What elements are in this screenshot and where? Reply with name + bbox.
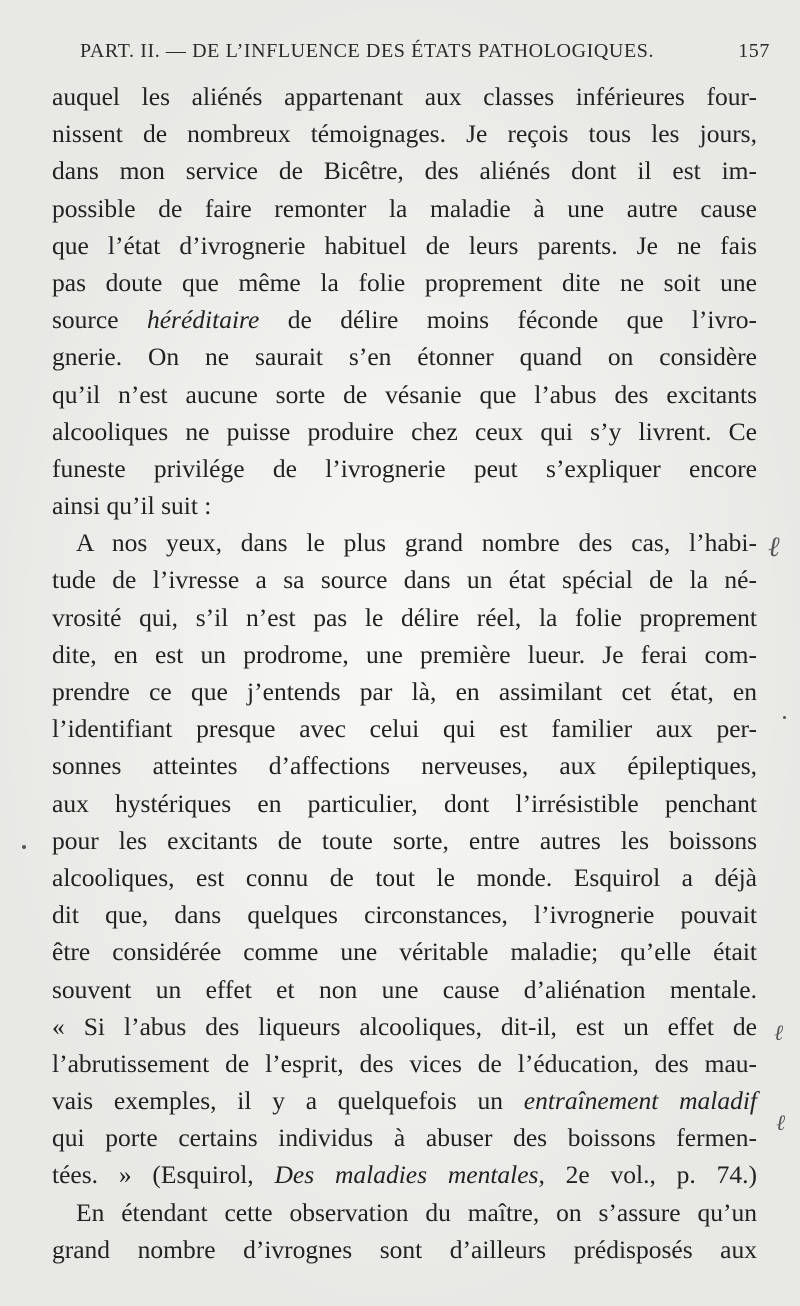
text-segment: nissent de nombreux témoignages. Je reçois tous les jours,: [52, 119, 757, 149]
text-segment: tude de l’ivresse a sa source dans un état spécial de la né-: [52, 565, 757, 595]
text-segment: prendre ce que j’entends par là, en assimilant cet état, en: [52, 677, 757, 706]
text-segment: qui porte certains individus à abuser des boissons fermen-: [52, 1123, 757, 1153]
text-segment: ainsi qu’il suit :: [52, 491, 212, 521]
text-segment: pas doute que même la folie proprement dite ne soit une: [52, 267, 757, 297]
text-segment: pour les excitants de toute sorte, entre autres les boissons: [52, 825, 757, 855]
text-segment: source: [52, 305, 147, 335]
running-title: PART. II. — DE L’INFLUENCE DES ÉTATS PATHOLOGIQUES.: [80, 40, 655, 62]
text-line: [52, 413, 757, 450]
text-segment: être considérée comme une véritable maladie; qu’elle était: [52, 937, 757, 967]
page-speck: [783, 716, 786, 719]
text-line: [52, 524, 757, 561]
margin-pencil-marks: [760, 520, 800, 1220]
page-speck: [22, 845, 26, 849]
text-line: [52, 1156, 757, 1193]
text-segment: 2e vol., p. 74.): [544, 1160, 757, 1190]
margin-mark: ℓ: [776, 1111, 786, 1136]
text-line: [52, 859, 757, 896]
margin-mark: ℓ: [768, 530, 780, 563]
italic-text: Des maladies mentales,: [274, 1160, 545, 1190]
text-segment: tées. » (Esquirol,: [52, 1160, 275, 1190]
text-line: [52, 1194, 757, 1231]
text-line: [52, 1231, 757, 1268]
text-line: [52, 450, 757, 487]
text-segment: A nos yeux, dans le plus grand nombre des cas, l’habi-: [76, 528, 757, 558]
text-segment: possible de faire remonter la maladie à une autre cause: [52, 193, 757, 223]
text-line: [52, 1008, 757, 1045]
text-segment: qu’il n’est aucune sorte de vésanie que l’abus des excitants: [52, 379, 757, 409]
text-line: [52, 487, 757, 524]
text-line: [52, 227, 757, 264]
text-segment: l’identifiant presque avec celui qui est familier aux per-: [52, 714, 757, 744]
text-segment: alcooliques ne puisse produire chez ceux qui s’y livrent. Ce: [52, 416, 757, 446]
text-line: [52, 301, 757, 338]
text-line: [52, 636, 757, 673]
text-segment: de délire moins féconde que l’ivro-: [259, 305, 757, 335]
margin-mark: ℓ: [774, 1021, 784, 1046]
text-line: [52, 747, 757, 784]
italic-text: héréditaire: [146, 305, 260, 335]
text-segment: dite, en est un prodrome, une première lueur. Je ferai com-: [52, 639, 757, 669]
text-segment: gnerie. On ne saurait s’en étonner quand on considère: [52, 342, 757, 372]
text-line: [52, 190, 757, 227]
text-line: [52, 152, 757, 189]
text-line: [52, 822, 757, 859]
text-line: [52, 338, 757, 375]
page-number: 157: [738, 40, 770, 62]
body-text: [52, 78, 757, 1268]
text-segment: « Si l’abus des liqueurs alcooliques, dit-il, est un effet de: [52, 1011, 757, 1041]
text-line: [52, 1045, 757, 1082]
text-segment: funeste privilége de l’ivrognerie peut s’expliquer encore: [52, 453, 757, 483]
text-line: [52, 710, 757, 747]
text-segment: souvent un effet et non une cause d’aliénation mentale.: [52, 974, 757, 1004]
text-segment: sonnes atteintes d’affections nerveuses, aux épileptiques,: [52, 751, 757, 781]
text-line: [52, 896, 757, 933]
text-line: [52, 78, 757, 115]
text-line: [52, 785, 757, 822]
text-line: [52, 264, 757, 301]
text-line: [52, 561, 757, 598]
text-line: [52, 1119, 757, 1156]
text-line: [52, 599, 757, 636]
text-segment: alcooliques, est connu de tout le monde. Esquirol a déjà: [52, 862, 757, 892]
text-line: [52, 1082, 757, 1119]
text-segment: auquel les aliénés appartenant aux classes inférieures four-: [52, 82, 757, 111]
text-line: [52, 971, 757, 1008]
text-segment: que l’état d’ivrognerie habituel de leurs parents. Je ne fais: [52, 230, 757, 260]
text-segment: l’abrutissement de l’esprit, des vices de l’éducation, des mau-: [52, 1048, 757, 1078]
text-line: [52, 376, 757, 413]
text-segment: En étendant cette observation du maître, on s’assure qu’un: [76, 1197, 757, 1227]
text-segment: vrosité qui, s’il n’est pas le délire réel, la folie proprement: [52, 602, 757, 632]
text-segment: aux hystériques en particulier, dont l’irrésistible penchant: [52, 788, 757, 818]
running-header: [80, 40, 770, 72]
text-segment: dit que, dans quelques circonstances, l’ivrognerie pouvait: [52, 900, 757, 930]
text-segment: dans mon service de Bicêtre, des aliénés dont il est im-: [52, 156, 757, 186]
text-segment: vais exemples, il y a quelquefois un: [52, 1086, 524, 1116]
text-segment: grand nombre d’ivrognes sont d’ailleurs prédisposés aux: [52, 1234, 757, 1264]
italic-text: entraînement maladif: [523, 1086, 757, 1116]
text-line: [52, 933, 757, 970]
text-line: [52, 673, 757, 710]
text-line: [52, 115, 757, 152]
